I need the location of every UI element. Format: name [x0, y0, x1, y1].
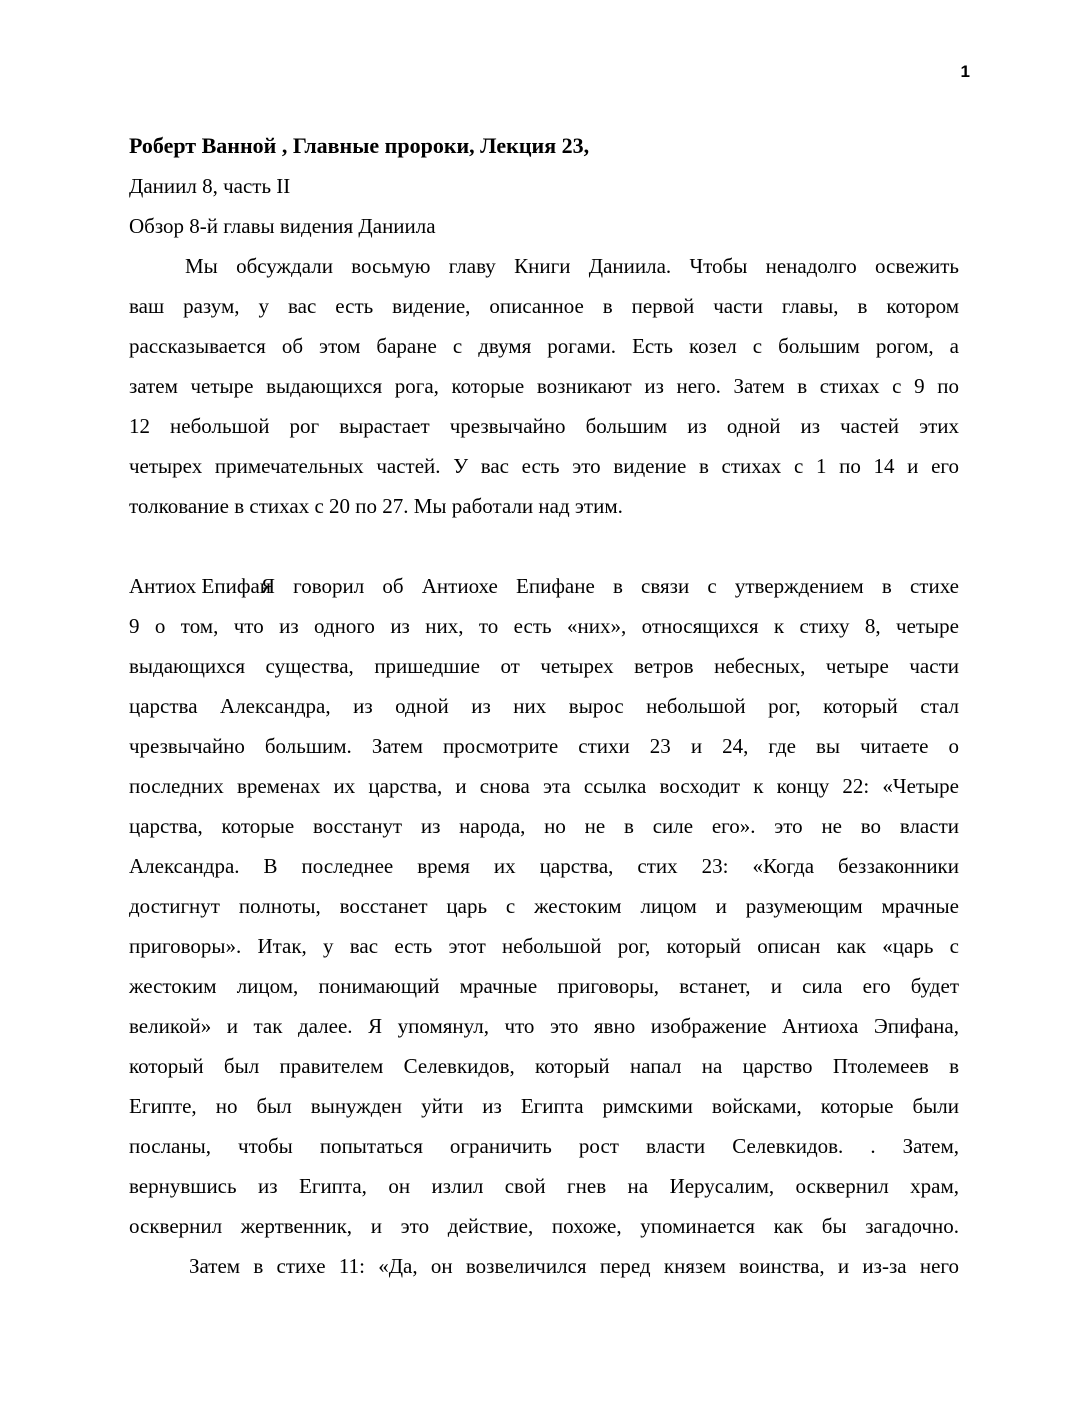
paragraph-line: последних временах их царства, и снова эта ссылка восходит к концу 22: «Четыре [129, 774, 959, 798]
paragraph-line: выдающихся существа, пришедшие от четырех ветров небесных, четыре части [129, 654, 959, 678]
paragraph-1 [129, 246, 959, 526]
paragraph-line: Я говорил об Антиохе Епифане в связи с утверждением в стихе [261, 574, 959, 598]
paragraph-line: затем четыре выдающихся рога, которые возникают из него. Затем в стихах с 9 по [129, 374, 959, 398]
paragraph-line: Мы обсуждали восьмую главу Книги Даниила. Чтобы ненадолго освежить [185, 254, 959, 278]
paragraph-line: толкование в стихах с 20 по 27. Мы работали над этим. [129, 494, 623, 518]
paragraph-3-line: Затем в стихе 11: «Да, он возвеличился перед князем воинства, и из-за него [189, 1254, 959, 1278]
paragraph-line: достигнут полноты, восстанет царь с жестоким лицом и разумеющим мрачные [129, 894, 959, 918]
paragraph-line: Александра. В последнее время их царства, стих 23: «Когда беззаконники [129, 854, 959, 878]
paragraph-line: жестоким лицом, понимающий мрачные приговоры, встанет, и сила его будет [129, 974, 959, 998]
page-number: 1 [960, 62, 970, 81]
section-heading: Антиох Епифан [129, 574, 272, 598]
paragraph-line: который был правителем Селевкидов, который напал на царство Птолемеев в [129, 1054, 959, 1078]
document-title: Роберт Ванной , Главные пророки, Лекция 23, [129, 133, 590, 158]
paragraph-line: чрезвычайно большим. Затем просмотрите стихи 23 и 24, где вы читаете о [129, 734, 959, 758]
subtitle-chapter: Даниил 8, часть II [129, 174, 291, 198]
paragraph-line: царства Александра, из одной из них вырос небольшой рог, который стал [129, 694, 959, 718]
paragraph-line: царства, которые восстанут из народа, но не в силе его». это не во власти [129, 814, 959, 838]
paragraph-line: Египте, но был вынужден уйти из Египта римскими войсками, которые были [129, 1094, 959, 1118]
paragraph-line: 12 небольшой рог вырастает чрезвычайно большим из одной из частей этих [129, 414, 959, 438]
paragraph-line: великой» и так далее. Я упомянул, что это явно изображение Антиоха Эпифана, [129, 1014, 959, 1038]
paragraph-2 [129, 566, 959, 1246]
paragraph-line: приговоры». Итак, у вас есть этот небольшой рог, который описан как «царь с [129, 934, 959, 958]
subtitle-overview: Обзор 8-й главы видения Даниила [129, 214, 436, 238]
paragraph-line: ваш разум, у вас есть видение, описанное в первой части главы, в котором [129, 294, 959, 318]
blank-line [129, 526, 959, 566]
paragraph-line: вернувшись из Египта, он излил свой гнев на Иерусалим, осквернил храм, [129, 1174, 959, 1198]
paragraph-line-with-heading [129, 566, 959, 606]
paragraph-line: осквернил жертвенник, и это действие, похоже, упоминается как бы загадочно. [129, 1214, 959, 1238]
paragraph-line: рассказывается об этом баране с двумя рогами. Есть козел с большим рогом, а [129, 334, 959, 358]
paragraph-line: посланы, чтобы попытаться ограничить рост власти Селевкидов. . Затем, [129, 1134, 959, 1158]
paragraph-line: 9 о том, что из одного из них, то есть «них», относящихся к стиху 8, четыре [129, 614, 959, 638]
paragraph-line: четырех примечательных частей. У вас есть это видение в стихах с 1 по 14 и его [129, 454, 959, 478]
document-body [129, 126, 959, 1286]
